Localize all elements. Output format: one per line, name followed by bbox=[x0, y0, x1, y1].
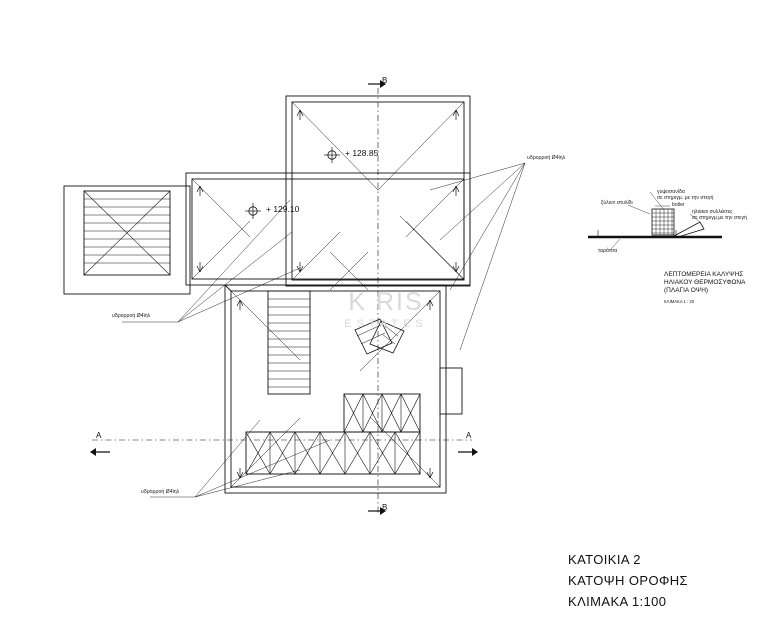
title-line-house: ΚΑΤΟΙΚΙΑ 2 bbox=[568, 552, 641, 567]
section-label-b-top: B bbox=[382, 76, 388, 85]
detail-title-block bbox=[664, 271, 759, 306]
detail-callout-collector-fixing: σε στηριγμ.με την στεγή bbox=[692, 215, 747, 221]
leader-label-gutter-left: υδρορροή Ø4ϊηλ bbox=[112, 313, 151, 319]
stair-treads bbox=[268, 299, 310, 387]
watermark-main: K RIS bbox=[348, 288, 424, 316]
center-hip-cross bbox=[330, 252, 368, 290]
right-small-block bbox=[440, 368, 462, 414]
detail-callout-fixing-roof: σε στηριγμ. με την στεγή bbox=[657, 195, 714, 201]
left-block-outer bbox=[64, 186, 190, 294]
title-line-scale: ΚΛΙΜΑΚΑ 1:100 bbox=[568, 594, 667, 609]
bottom-pergola-frame bbox=[246, 432, 420, 474]
upper-sawtooth-grid bbox=[344, 394, 420, 432]
section-label-a-right: A bbox=[466, 431, 472, 440]
elevation-label-2: + 129.10 bbox=[266, 204, 300, 214]
detail-title-line1: ΛΕΠΤΟΜΕΡΕΙΑ ΚΑΛΥΨΗΣ bbox=[664, 271, 744, 278]
roof-slope-lines bbox=[192, 102, 464, 487]
watermark-sub: ESTATES bbox=[344, 318, 428, 330]
roof-block-main-outer bbox=[186, 173, 470, 285]
solar-collector-panels bbox=[355, 319, 404, 354]
detail-callout-boiler: boiler bbox=[672, 202, 685, 208]
detail-callout-plasterboard: γυψοσανίδα bbox=[657, 189, 685, 195]
detail-title-line3: (ΠΛΑΓΙΑ ΟΨΗ) bbox=[664, 287, 709, 295]
section-mark-a-right bbox=[458, 448, 478, 456]
leader-label-gutter-bottom: υδρορροή Ø4ϊηλ bbox=[141, 489, 180, 495]
sheet-title-block bbox=[568, 549, 753, 612]
detail-callout-terrace: ταράτσα bbox=[598, 248, 618, 254]
left-louvre-slats bbox=[84, 191, 170, 275]
plan-outlines bbox=[64, 80, 525, 515]
elevation-marker-1 bbox=[324, 147, 340, 163]
title-line-plan-type: ΚΑΤΟΨΗ ΟΡΟΦΗΣ bbox=[568, 573, 688, 588]
section-label-b-bottom: B bbox=[382, 503, 388, 512]
detail-callout-timber-post: ξύλινο στυλίδι bbox=[601, 200, 633, 206]
leader-label-gutter-right: υδρορροή Ø4ϊηλ bbox=[527, 155, 566, 161]
roof-block-main-inner bbox=[192, 179, 464, 279]
detail-collector-panel bbox=[674, 222, 704, 237]
elevation-label-1: + 128.85 bbox=[345, 148, 379, 158]
detail-title-line2: ΗΛΙΑΚΟΥ ΘΕΡΜΟΣΥΦΩΝΑ bbox=[664, 279, 746, 287]
leader-lines bbox=[122, 163, 525, 497]
elevation-marker-2 bbox=[245, 203, 261, 219]
detail-callout-collectors: ηλιακοι συλλέκτες bbox=[692, 209, 733, 215]
bottom-pergola-grid bbox=[246, 432, 420, 474]
section-mark-a-left bbox=[90, 448, 110, 456]
stair-panel bbox=[268, 291, 310, 394]
section-label-a-left: A bbox=[96, 431, 102, 440]
detail-scale-code: ΚΛΙΜΑΚΑ 1 : 20 bbox=[664, 298, 695, 304]
